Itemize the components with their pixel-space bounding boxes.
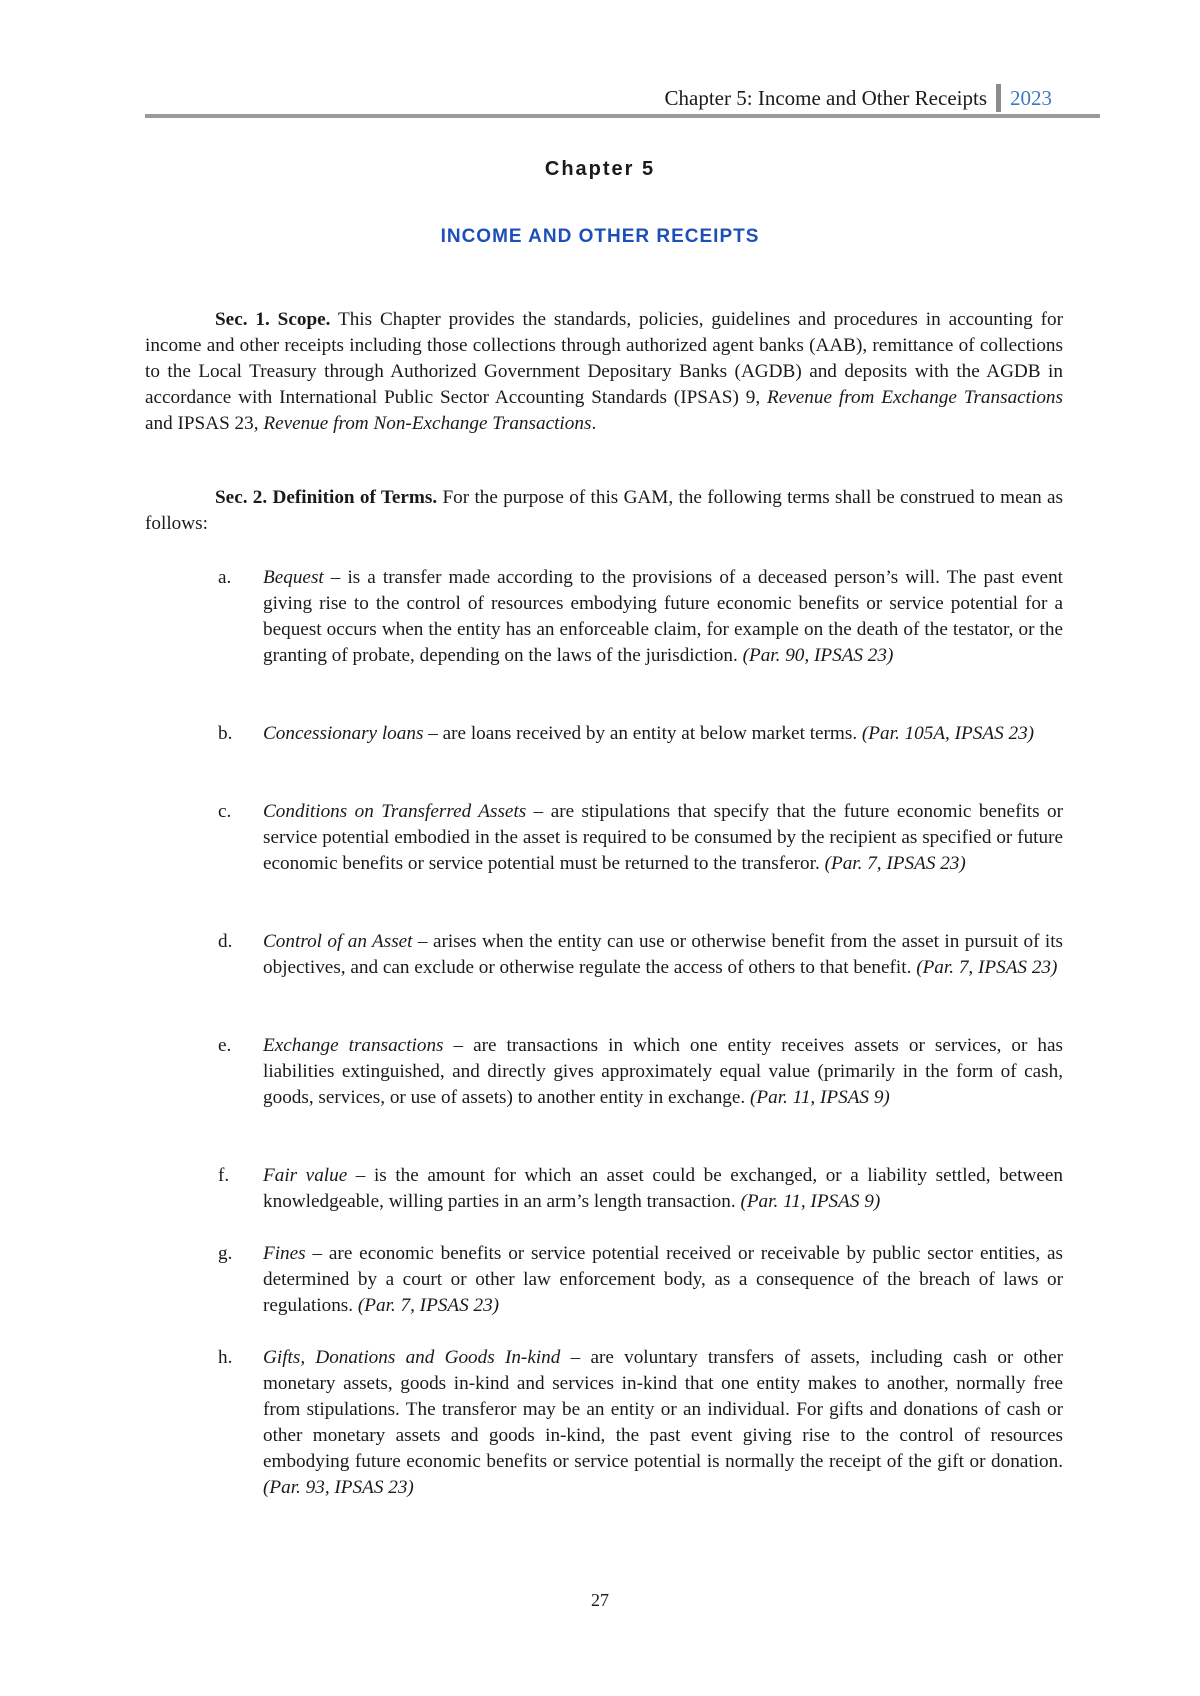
- term-name: Concessionary loans: [263, 723, 424, 744]
- term-name: Conditions on Transferred Assets: [263, 801, 527, 822]
- section-2-paragraph: [145, 485, 1063, 537]
- term-letter: f.: [218, 1165, 230, 1186]
- term-name: Fair value: [263, 1165, 348, 1186]
- term-name: Exchange transactions: [263, 1035, 444, 1056]
- term-citation: (Par. 7, IPSAS 23): [916, 957, 1058, 978]
- chapter-label: Chapter 5: [544, 158, 656, 180]
- term-name: Gifts, Donations and Goods In-kind: [263, 1347, 561, 1368]
- section-2-number: Sec. 2.: [215, 487, 268, 508]
- term-letter: e.: [218, 1035, 232, 1056]
- term-body: [263, 1241, 1063, 1319]
- term-letter: g.: [218, 1243, 233, 1264]
- term-definition: – are voluntary transfers of assets, including cash or other monetary assets, goods in-kind and services in-kind that one entity makes to another, normally free from stipulations. The transferor may be an entity or an individual. For gifts and donations of cash or other monetary assets and goods in-kind, the past event giving rise to the control of resources embodying future economic benefits or service potential is normally the receipt of the gift or donation.: [263, 1347, 1063, 1472]
- term-name: Fines: [263, 1243, 306, 1264]
- page-number: 27: [591, 1590, 609, 1610]
- term-body: [263, 799, 1063, 877]
- section-1-text-2: and IPSAS 23,: [145, 413, 259, 434]
- term-name: Bequest: [263, 567, 324, 588]
- section-1-text-1: This Chapter provides the standards, policies, guidelines and procedures in accounting for income and other receipts including those collections through authorized agent banks (AAB), remittance of collections to the Local Treasury through Authorized Government Depositary Banks (AGDB) and deposits with the AGDB in accordance with International Public Sector Accounting Standards (IPSAS) 9,: [145, 309, 1064, 408]
- term-citation: (Par. 7, IPSAS 23): [357, 1295, 500, 1316]
- running-header: [665, 84, 1052, 112]
- term-letter: h.: [218, 1347, 233, 1368]
- section-1-heading: Scope.: [277, 309, 331, 330]
- term-citation: (Par. 11, IPSAS 9): [740, 1191, 881, 1212]
- term-name: Control of an Asset: [263, 931, 413, 952]
- term-definition: – are loans received by an entity at below market terms.: [423, 723, 862, 744]
- section-2-text: For the purpose of this GAM, the following terms shall be construed to mean as follows:: [145, 487, 1063, 534]
- term-body: [263, 565, 1063, 669]
- term-definition: – arises when the entity can use or otherwise benefit from the asset in pursuit of its objectives, and can exclude or otherwise regulate the access of others to that benefit.: [263, 931, 1063, 978]
- term-letter: d.: [218, 931, 233, 952]
- term-body: [263, 1033, 1063, 1111]
- term-citation: (Par. 105A, IPSAS 23): [861, 723, 1035, 744]
- term-definition: – are transactions in which one entity receives assets or services, or has liabilities extinguished, and directly gives approximately equal value (primarily in the form of cash, goods, services, or use of assets) to another entity in exchange.: [263, 1035, 1063, 1108]
- term-citation: (Par. 90, IPSAS 23): [742, 645, 894, 666]
- term-body: [263, 721, 1063, 747]
- term-citation: (Par. 93, IPSAS 23): [263, 1477, 414, 1498]
- term-body: [263, 1345, 1063, 1501]
- term-definition: – is a transfer made according to the provisions of a deceased person’s will. The past event giving rise to the control of resources embodying future economic benefits or service potential for a bequest occurs when the entity has an enforceable claim, for example on the death of the testator, or the granting of probate, depending on the laws of the jurisdiction.: [263, 567, 1063, 666]
- section-1-number: Sec. 1.: [215, 309, 270, 330]
- chapter-title: INCOME AND OTHER RECEIPTS: [440, 226, 760, 247]
- term-letter: a.: [218, 567, 232, 588]
- term-body: [263, 1163, 1063, 1215]
- section-1-paragraph: [145, 307, 1063, 437]
- term-citation: (Par. 7, IPSAS 23): [824, 853, 966, 874]
- section-2-heading: Definition of Terms.: [272, 487, 438, 508]
- term-letter: c.: [218, 801, 232, 822]
- term-definition: – are stipulations that specify that the future economic benefits or service potential embodied in the asset is required to be consumed by the recipient as specified or future economic benefits or service potential must be returned to the transferor.: [263, 801, 1063, 874]
- header-year: 2023: [1010, 86, 1052, 110]
- term-citation: (Par. 11, IPSAS 9): [750, 1087, 890, 1108]
- term-body: [263, 929, 1063, 981]
- section-1-title-2: Revenue from Non-Exchange Transactions: [263, 413, 592, 434]
- header-chapter-label: Chapter 5: Income and Other Receipts: [664, 86, 987, 110]
- section-1-text-3: .: [591, 413, 597, 434]
- header-rule: [145, 114, 1100, 118]
- section-1-title-1: Revenue from Exchange Transactions: [767, 387, 1063, 408]
- term-definition: – are economic benefits or service potential received or receivable by public sector entities, as determined by a court or other law enforcement body, as a consequence of the breach of laws or regulations.: [263, 1243, 1063, 1316]
- term-letter: b.: [218, 723, 233, 744]
- term-definition: – is the amount for which an asset could be exchanged, or a liability settled, between knowledgeable, willing parties in an arm’s length transaction.: [263, 1165, 1063, 1212]
- header-separator: [996, 84, 1001, 112]
